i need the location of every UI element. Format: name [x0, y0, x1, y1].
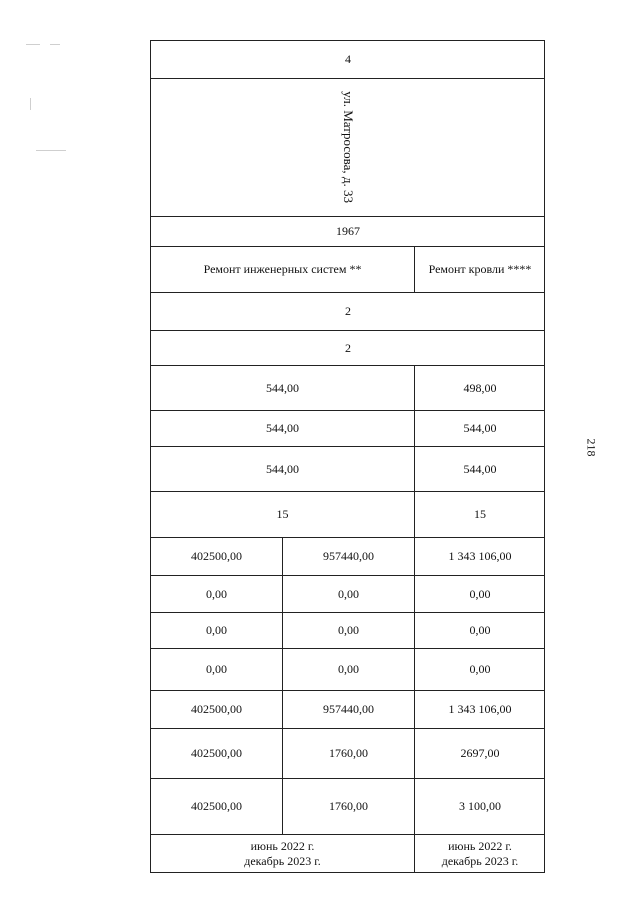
- cost-fund-cell: 0,00: [282, 575, 414, 612]
- column-number-cell: 4: [150, 40, 545, 78]
- cost-fund-cell: 0,00: [414, 575, 545, 612]
- work-type-roof: Ремонт кровли ****: [414, 246, 545, 292]
- unit-cost-max-cell: 402500,00: [150, 778, 282, 834]
- period-cell: июнь 2022 г. декабрь 2023 г.: [414, 834, 545, 873]
- row-b-cell: 2: [150, 330, 545, 365]
- row-f-cell: 15: [414, 491, 545, 537]
- row-c-cell: 498,00: [414, 365, 545, 410]
- cost-local-cell: 0,00: [150, 648, 282, 690]
- cost-budget-cell: 0,00: [414, 612, 545, 648]
- work-type-engineering: Ремонт инженерных систем **: [150, 246, 414, 292]
- scan-mark: [36, 150, 66, 151]
- cost-budget-cell: 0,00: [282, 612, 414, 648]
- cost-owners-cell: 402500,00: [150, 690, 282, 728]
- address-text: ул. Матросова, д. 33: [341, 91, 357, 204]
- cost-local-cell: 0,00: [414, 648, 545, 690]
- row-d-cell: 544,00: [150, 410, 414, 446]
- period-cell: июнь 2022 г. декабрь 2023 г.: [150, 834, 414, 873]
- cost-total-cell: 1 343 106,00: [414, 537, 545, 575]
- data-table: [150, 40, 545, 873]
- row-a-cell: 2: [150, 292, 545, 330]
- cost-budget-cell: 0,00: [150, 612, 282, 648]
- cost-total-cell: 402500,00: [150, 537, 282, 575]
- cost-fund-cell: 0,00: [150, 575, 282, 612]
- unit-cost-cell: 402500,00: [150, 728, 282, 778]
- unit-cost-max-cell: 3 100,00: [414, 778, 545, 834]
- year-cell: 1967: [150, 216, 545, 246]
- row-f-cell: 15: [150, 491, 414, 537]
- cost-local-cell: 0,00: [282, 648, 414, 690]
- unit-cost-cell: 2697,00: [414, 728, 545, 778]
- cost-total-cell: 957440,00: [282, 537, 414, 575]
- row-c-cell: 544,00: [150, 365, 414, 410]
- scan-mark: [26, 44, 40, 45]
- row-e-cell: 544,00: [414, 446, 545, 491]
- scan-mark: [30, 98, 31, 110]
- row-e-cell: 544,00: [150, 446, 414, 491]
- cost-owners-cell: 1 343 106,00: [414, 690, 545, 728]
- unit-cost-cell: 1760,00: [282, 728, 414, 778]
- address-cell: [150, 78, 545, 216]
- page-number: 218: [584, 438, 599, 457]
- row-d-cell: 544,00: [414, 410, 545, 446]
- cost-owners-cell: 957440,00: [282, 690, 414, 728]
- unit-cost-max-cell: 1760,00: [282, 778, 414, 834]
- scan-mark: [50, 44, 60, 45]
